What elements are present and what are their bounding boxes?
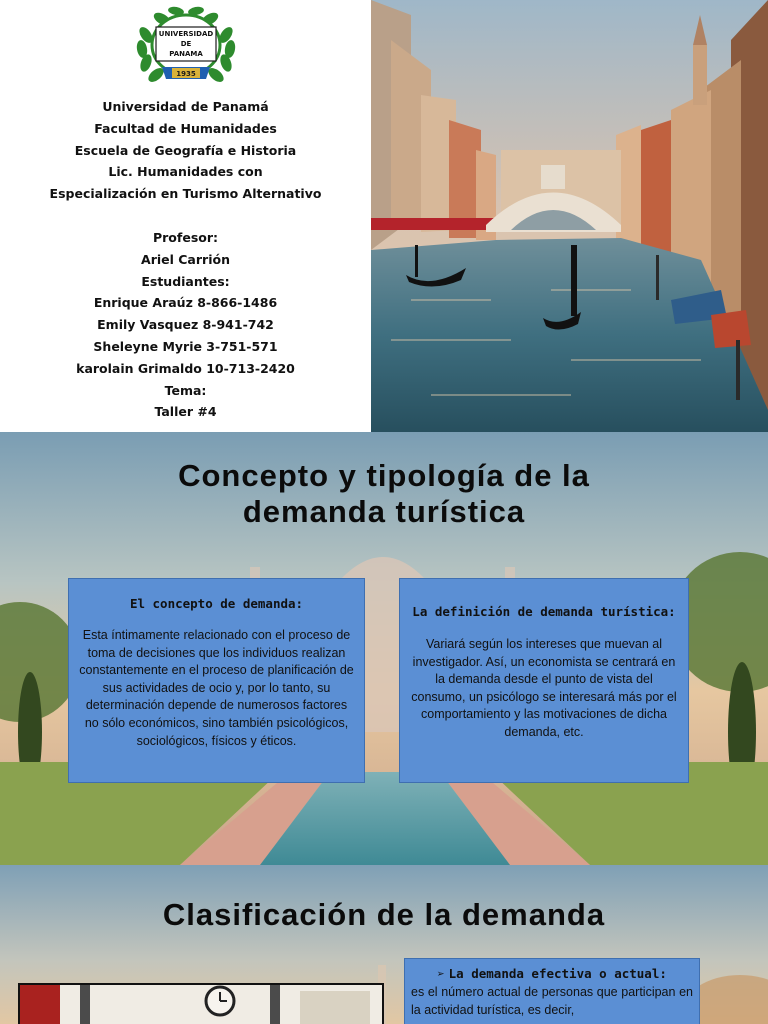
train-station-photo xyxy=(18,983,384,1024)
topic-label: Tema: xyxy=(164,382,207,398)
logo-text-mid: DE xyxy=(180,40,192,48)
slide-title xyxy=(0,458,768,530)
degree-line-1: Lic. Humanidades con xyxy=(108,164,263,180)
faculty-name: Facultad de Humanidades xyxy=(94,120,277,136)
student-1: Enrique Araúz 8-866-1486 xyxy=(93,295,278,311)
demand-concept-card xyxy=(68,578,365,783)
spacer xyxy=(0,205,371,227)
station-clock-icon xyxy=(20,985,384,1024)
classification-slide xyxy=(0,865,768,1024)
card-body: Variará según los intereses que muevan al investigador. Así, un economista se centrará en la demanda desde el punto de vista del consumo, un psicólogo se interesará más por el comportamiento y las motivaciones de dicha demanda, etc. xyxy=(411,637,677,739)
slide-title-line-2: demanda turística xyxy=(242,494,526,529)
school-name: Escuela de Geografía e Historia xyxy=(74,142,297,158)
venice-canal-photo xyxy=(371,0,768,432)
arrow-bullet-icon: ➢ xyxy=(437,966,445,981)
university-logo xyxy=(132,5,240,87)
slide-title: Clasificación de la demanda xyxy=(162,897,606,932)
student-2: Emily Vasquez 8-941-742 xyxy=(97,317,274,333)
logo-year: 1935 xyxy=(176,70,196,78)
card-heading: El concepto de demanda: xyxy=(129,596,304,611)
cover-text-panel xyxy=(0,0,371,432)
card-body: es el número actual de personas que participan en la actividad turística, es decir, xyxy=(411,985,693,1017)
card-heading xyxy=(411,965,693,983)
topic-value: Taller #4 xyxy=(154,404,217,420)
logo-text-bottom: PANAMA xyxy=(169,50,203,58)
student-3: Sheleyne Myrie 3-751-571 xyxy=(93,338,278,354)
slide-title-line-1: Concepto y tipología de la xyxy=(178,458,590,493)
card-body: Esta íntimamente relacionado con el proceso de toma de decisiones que los individuos realizan constantemente en el proceso de planificación de sus actividades de ocio y, por lo tanto, su determinación depende de numerosos factores no sólo económicos, sino también psicológicos, sociológicos, físicos y éticos. xyxy=(79,628,354,748)
card-heading-text: La demanda efectiva o actual: xyxy=(448,966,667,981)
tourist-demand-definition-card xyxy=(399,578,689,783)
effective-demand-card xyxy=(404,958,700,1024)
cover-info xyxy=(0,96,371,423)
cover-slide xyxy=(0,0,768,432)
card-heading: La definición de demanda turística: xyxy=(412,604,676,619)
professor-label: Profesor: xyxy=(152,229,219,245)
university-name: Universidad de Panamá xyxy=(102,99,269,114)
students-label: Estudiantes: xyxy=(141,273,230,289)
student-4: karolain Grimaldo 10-713-2420 xyxy=(76,360,295,376)
degree-line-2: Especialización en Turismo Alternativo xyxy=(49,186,322,202)
concept-slide xyxy=(0,432,768,865)
logo-text-top: UNIVERSIDAD xyxy=(158,30,214,38)
professor-name: Ariel Carrión xyxy=(141,251,230,267)
